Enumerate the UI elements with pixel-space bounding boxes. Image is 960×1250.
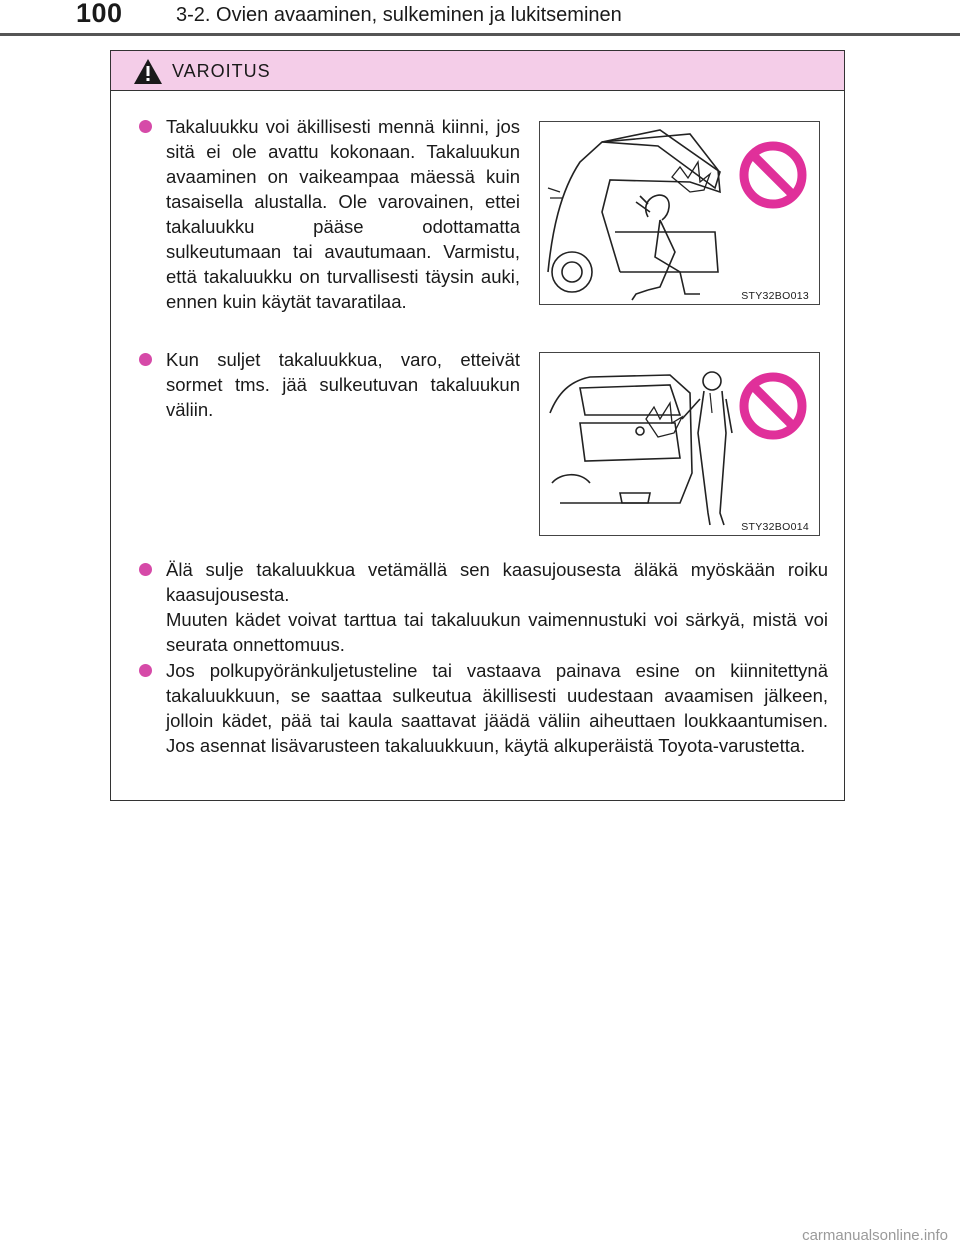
- page-number: 100: [76, 0, 123, 28]
- warning-bullet: [128, 114, 520, 314]
- warning-bullet: [128, 658, 828, 758]
- warning-header: [111, 51, 844, 91]
- footer-watermark: carmanualsonline.info: [802, 1227, 948, 1244]
- prohibition-icon: [738, 371, 808, 441]
- bullet-text-continued: Muuten kädet voivat tarttua tai takaluukun vaimennustuki voi särkyä, mistä voi seurata onnettomuus.: [166, 609, 828, 655]
- header-rule: [0, 33, 960, 36]
- bullet-text: Jos polkupyöränkuljetusteline tai vastaava painava esine on kiinnitettynä takaluukkuun, se saattaa sulkeutua äkillisesti uudestaan avaamisen jälkeen, jolloin kädet, pää tai kaula saattavat jäädä väliin aiheuttaen loukkaantumisen. Jos asennat lisävarusteen takaluukkuun, käytä alkuperäistä Toyota-varustetta.: [166, 660, 828, 756]
- illustration-code: STY32BO014: [741, 521, 809, 533]
- bullet-text: Takaluukku voi äkillisesti mennä kiinni, jos sitä ei ole avattu kokonaan. Takaluukun avaaminen on vaikeampaa mäessä kuin tasaisella alustalla. Ole varovainen, ettei takaluukku pääse odottamatta sulkeutumaan tai avautumaan. Varmistu, että takaluukku on turvallisesti täysin auki, ennen kuin käytät tavaratilaa.: [166, 116, 520, 312]
- bullet-text: Kun suljet takaluukkua, varo, etteivät sormet tms. jää sulkeutuvan takaluukun väliin.: [166, 349, 520, 420]
- illustration-tailgate-closing: [539, 121, 820, 305]
- warning-label: VAROITUS: [172, 61, 271, 81]
- warning-bullet: [128, 347, 520, 422]
- illustration-fingers-caught: [539, 352, 820, 536]
- bullet-dot-icon: [139, 563, 152, 576]
- bullet-dot-icon: [139, 353, 152, 366]
- bullet-text: Älä sulje takaluukkua vetämällä sen kaasujousesta äläkä myöskään roiku kaasujousesta.: [166, 559, 828, 605]
- warning-triangle-icon: [133, 58, 163, 85]
- prohibition-icon: [738, 140, 808, 210]
- illustration-code: STY32BO013: [741, 290, 809, 302]
- bullet-dot-icon: [139, 664, 152, 677]
- warning-bullet: [128, 557, 828, 657]
- warning-box: [110, 50, 845, 801]
- bullet-dot-icon: [139, 120, 152, 133]
- section-title: 3-2. Ovien avaaminen, sulkeminen ja lukitseminen: [176, 4, 622, 26]
